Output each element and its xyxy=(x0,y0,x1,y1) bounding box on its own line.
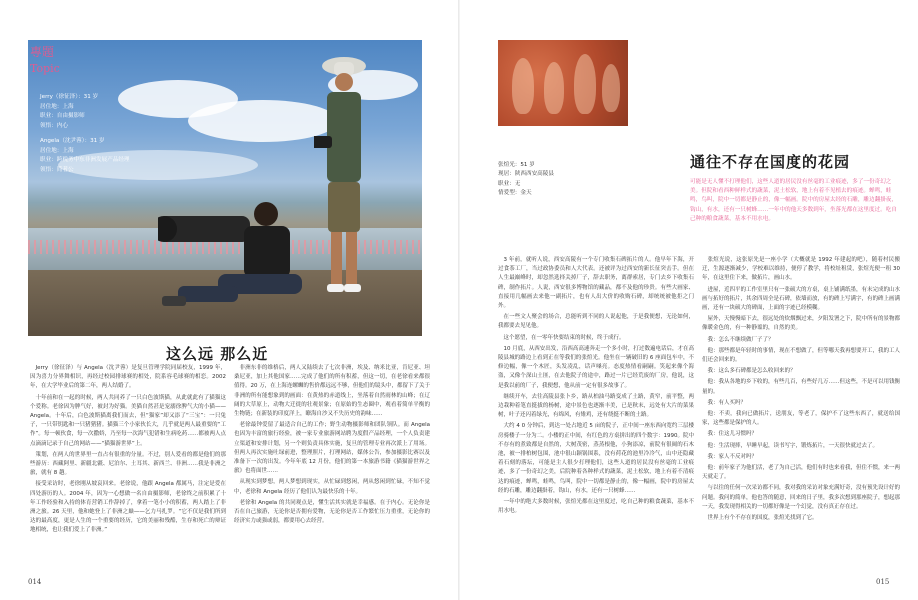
paragraph: 我：这么多石碑都是怎么收回来的？ xyxy=(707,368,796,375)
paragraph: 进屋，近四平的工作室里只有一张硕大的方桌，桌上铺满纸墨，有未完成的山水画与拓好的拓片，其余四周全是石碑，依墙而放，有的碑上写满字，有的碑上画满画，还有一块硕大的碑面，上面的字迹已经模糊。 xyxy=(702,286,900,312)
caption-line: 职业：无 xyxy=(498,180,521,187)
text-column-3 xyxy=(498,256,694,576)
stone-relief-photo xyxy=(498,40,628,126)
text-column-1 xyxy=(30,364,226,576)
caption-line: Jerry（徐征泽）：31 岁 xyxy=(40,94,99,100)
section-title-en: Topic xyxy=(30,62,60,75)
profile-caption-zhang xyxy=(498,161,554,199)
caption-line: 居住地：上海 xyxy=(40,103,74,110)
paragraph: 我：家人不反对吗？ xyxy=(707,453,758,460)
profile-caption-jerry xyxy=(40,93,98,131)
paragraph: 他：前年家子为他们活，老了为自己活，他们有时也来看我，但住不惯，来一两天就走了。 xyxy=(702,465,900,481)
paragraph: 他：那些都是年轻时的事情，现在不想做了，但等哪天我再想要开工，我的工人们还会回来的。 xyxy=(702,347,900,364)
paragraph: 他：不卖，我向已做拓片，送朋友，等老了，保护不了这些东西了，就送给国家，这些都是保护的人。 xyxy=(702,411,900,427)
page-number-right: 015 xyxy=(876,578,890,586)
paragraph: 张煊光说，这张原先是一座小学（大概就是 1992 年建起的吧），随着村民搬迁，生源逐渐减少，学校难以维持，便停了教学，将校址租赁，张煊光便一租 30 年，在这里住下来，做拓片，画山水。 xyxy=(702,257,900,282)
paragraph: 3 年前，就听人说，西安高陵有一个专门收集石碑拓片的人。他早年下海，开过食茶工厂，当过政协委员和人大代表。还被评为过西安的新长征突击手。但在人生最巅峰时，却忽然选择关掉厂子，辞去职务，离群索居，专门去乡下收集石碑，制作拓片。人说，西安很多博物馆的藏品，都不及他的珍贵。有些大画家、直接用几幅画去来他一副拓片，也有人出大价的收购石碑，却统统被他拒之门外。 xyxy=(498,257,694,310)
paragraph: 我：怎么不继续做厂子了？ xyxy=(707,336,774,343)
article-headline: 通往不存在国度的花园 xyxy=(690,153,851,171)
page-number-left: 014 xyxy=(28,578,42,586)
caption-line: Angela（沈尹蓉）：31 岁 xyxy=(40,138,105,144)
paragraph: 屋外，天慢慢暗下去，很远处的炊烟飘过来，夕阳发署之下，院中所有的景物都像暖金色的，有一种静谧的，自然的美。 xyxy=(702,316,900,332)
section-title-cn: 專題 xyxy=(30,45,55,59)
sitting-photographer-figure xyxy=(158,190,328,320)
profile-caption-angela xyxy=(40,137,130,175)
caption-line: 职业：跨税务中东非洲发展产品经理 xyxy=(40,157,130,164)
paragraph: Jerry（徐征泽）与 Angela（沈尹蓉）是复旦管理学院同届校友，1999 年，因为喜力分界舞相识，再经过校园排球赛的相处，院系容毛球赛的相恋。2002 年，在大学毕业后的第二年，两人结婚了。 xyxy=(30,365,226,390)
caption-line: 现居：陕西西安高陵县 xyxy=(498,171,554,178)
relief-figure-shape xyxy=(602,64,620,112)
relief-figure-shape xyxy=(544,62,564,114)
paragraph: 世界上有个不存在的国度，张煊光找到了它。 xyxy=(707,515,818,522)
page-gutter xyxy=(458,0,460,600)
paragraph: 在一些文人聚会的场合，总能听到不同的人说起他，于是我便想，无论如何，我都要去见见他。 xyxy=(498,314,694,330)
paragraph: 继续开车，去往高陵县张卜乡，路从柏油马路变成了土路，黄窄，前平整，两边栽种着笔直挺拔的杨树，途中景色也逐渐丰美，已是秋末，远处有大片的菜果树，叶子还闪着绿光，有绵风，有雉鸡，还有绕挺不断的土路。 xyxy=(498,393,694,419)
paragraph: 老徐和 Angela 的共同观点是，懂生活其实就是幸福感。在于内心。无论你是否在自己旅游，无论你是否拥有爱物，无论你是否工作繁忙压力重重，无论你的经济实力或强或弱，都要用心去经营。 xyxy=(234,499,430,525)
caption-line: 领悟：内心 xyxy=(40,122,68,129)
paragraph: 我：住这儿习惯吗？ xyxy=(707,431,758,438)
paragraph: 非洲东非的维格后，两人又陆续去了七次非洲，埃及、纳米比亚，肯尼亚、坦桑尼亚，加上其他国家……完成了他们的所有积蓄，但这一切，在老徐看来都很值得。20 万，在上海连螺蛳的售价都远远不够，但他们的镜头中，都留下了关于非洲的所有能想象到的画面：在黄热的赤道线上，坐落着自然雨林的山峰；在辽阔的大草原上，动物大迁徙的壮观景象；在原始的生态圈中，观看着简单平衡的生物链；在新装的印度洋上，瞭海自沙又不失历史的韵味…… xyxy=(234,365,430,418)
caption-line: 情爱型：金天 xyxy=(498,190,532,197)
paragraph: 大约 4 0 分钟后，到达一处占地近 5 亩的院子，正中间一座东西向宽约三层楼房骑楼子一分为二。小楼的正中间，有红色的方桌拼出的四个数字：1990。院中不存有的煮致都是自然的，大树茂密，蒸蒸根他，小狗添凉，前院有很阔的石木池，被一排柏树包围，池中很山颖锅围系，没有荷花的池里冷冷气，山中还隐藏着石刻的落坛，可能是主人很少打理他们，这些人道的居民没有丝毫的工业痕迹，多了一份奇幻之美，后院种着各种样式的蔬菜，泥土松软，地上有着不清痕达的痕迹，蝉鸣，蛙鸣，鸟叫，院中一切都是静止的，像一幅画，院中的房屋太经的石雕，雕边翻掛着，钩山，有水，还有一只树蜂…… xyxy=(498,423,694,494)
paragraph: 10 月底，从西安出发，沿西高高速奔走一个多小时，打过数遍电话后，才在高陵县城的路边上看到正在等我们的张煊光。他坐在一辆破旧的 6 座面包车中，不修边幅，像一个木匠，头发凌乱，话声嗓亮。态度热情看嗣嗣。笑起来像个海盗，又像个深山土匪，在去他院子的途中，路过一片已经荒废的厂房，他说，这是我以前的厂子，我便想，他从前一定有很多故事了。 xyxy=(498,345,694,389)
paragraph: 一年中的绝大多数时候，张煊光都在这里度过，吃自己种的粮食蔬菜，基本不用水电。 xyxy=(498,499,694,515)
article-intro: 可能是无人懂不打理他们，这些人道的居民没有丝毫的工业痕迹，多了一份奇幻之美。但院和看西种鲜样式的蔬菜，泥土松软，地上有着不见植去的痕迹。蝉鸣，蛙鸣，鸟叫，院中一切都是静止的，像一幅画。院中的房屋太经的石雕，雕边翻掛夜，钩山，有水，还有一只树蜂……一年中的他天多数到年，坐落光都在这里度过。吃自己种的粮食蔬菜，基本不用水电。 xyxy=(690,179,897,222)
paragraph: 他：我从各地的乡下收的，有些几百，有些好几万……但这些，不是可以用钱衡量的。 xyxy=(702,379,900,395)
caption-line: 职业：自由摄影师 xyxy=(40,113,85,120)
paragraph: 十年前和在一起的时候，两人共同养了一只白色波斯猫，从此就此有了猫猫这个爱称。老徐因为脾气好，被封为好猫。美猫自然甚是宠溺徐脾气大的小猫——Angela。十年后，白色波斯猫离我们而去，但“猫家”却又添了“三宝”：一只兔子，一只带钥匙和一只猪猪猪。猫猫三个小家伙长大，几乎就是两人最重要的“工作”。每一顿伙食，每一次撒娇，乃至每一次海气犯错和生病吃药……都被两人点点滴滴记录于自己的网站——“猫猫游世界”上。 xyxy=(30,394,226,447)
paragraph: 策划，在两人的世界里一直占有很重的分量。不过，别人爱看的都是他们的那些游历：西藏阿里、新疆北疆、尼泊尔、土耳其、新西兰、非洲……我是非洲之旅，就有 8 趟。 xyxy=(30,451,226,477)
relief-figure-shape xyxy=(574,54,596,114)
caption-line: 居住地：上海 xyxy=(40,147,74,154)
section-label xyxy=(30,43,60,75)
paragraph: 这个愿望，在一零年快要结束的时候，终于成行。 xyxy=(503,334,625,341)
text-column-4 xyxy=(702,256,900,576)
paragraph: 老徐最钟爱留了最适合自己的工作；野生动物摄影师和团队领队。而 Angela 也因为丰富的旅行经验，被一家专业旅游网站聘为度假产品经理，一个人负责建立渠道和安排计划，另一个则负责具体实施，复旦的管理专业再次派上了用场。但两人再次实施吐绿前进，整理照片，打理网站，媒体公告，参加摄影比赛以及准备下一次的出发。今年年底 12 月份，他们的第一本旅游书籍《猫猫游世界之旅》也将面世…… xyxy=(234,422,430,475)
caption-line: 张煊光：51 岁 xyxy=(498,162,535,168)
main-photo-photographers xyxy=(28,40,422,336)
article-headline: 这么远 那么近 xyxy=(166,345,269,363)
caption-line: 领悟：简者公 xyxy=(40,166,74,173)
paragraph: 他：生活现摔，早睡早起，读书写字，锻炼拓片，一天很快就过去了。 xyxy=(707,442,879,449)
paragraph: 从现实到梦想，两人梦想到现实，从忙碌到悠闲，两从悠闲到忙碌，不知不觉中，老徐和 Angela 经历了他们认为最快乐的十年。 xyxy=(234,479,430,495)
paragraph: 接受采访时，老徐刚从坡哀回来。老徐说，他跟 Angela 都属马，注定是爱在四处游历的人。2004 年，因为一心想做一名自由摄影师，老徐终之前积累了十年工作经验和入持的体育营销工作辞掉了，拿着一笔小小的积蓄，两人踏上了非洲之旅。26 天里，他和她登上了非洲之巅——乞力马扎罗。“它不仅是我们所到达的最高度，更是人生的一个重要的经历，它的美丽和残酷，生存和死亡的辩证地相统，也让我们爱上了非洲。” xyxy=(30,481,226,534)
paragraph: 与以往的任何一次采访都不同，我对我的采访对象充满好奇，没有预先设计好的问题。我问的简单，他也答的随意，回来的日子里，我多次想到那座院子，想起那一天，我发现得相关的一切都好像是一个幻觉，没有真正存在过。 xyxy=(702,485,900,510)
relief-figure-shape xyxy=(512,58,534,114)
paragraph: 我：有人买吗？ xyxy=(707,399,747,406)
text-column-2 xyxy=(234,364,430,576)
